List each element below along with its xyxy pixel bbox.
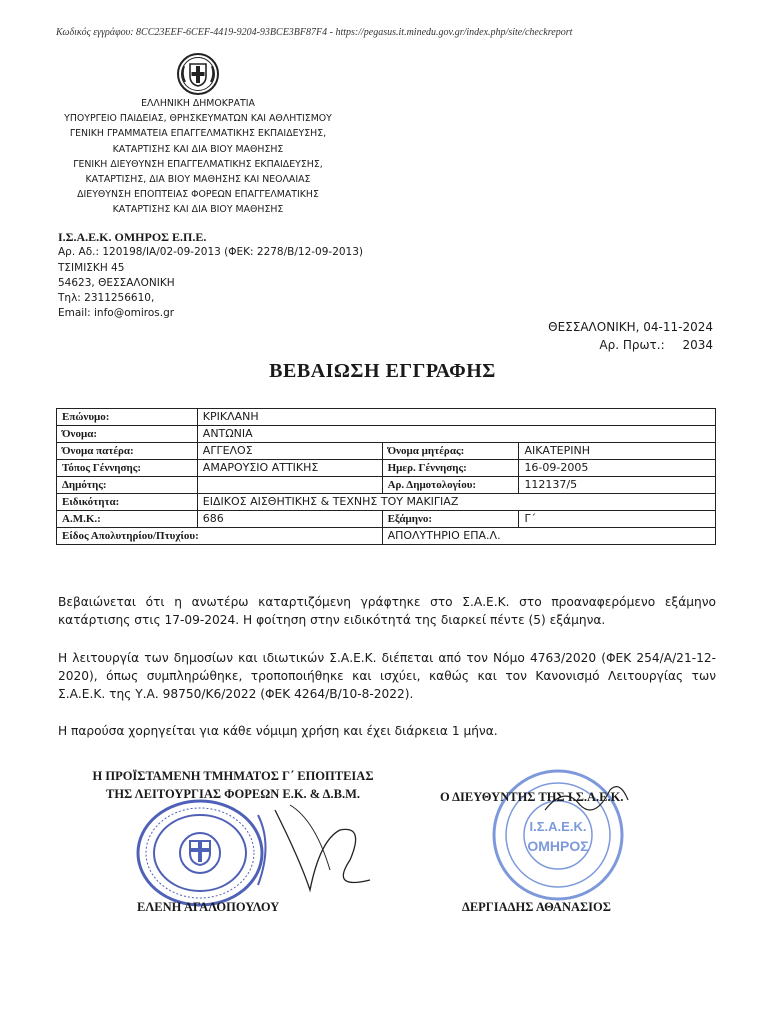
- ministry-line: ΚΑΤΑΡΤΙΣΗΣ ΚΑΙ ΔΙΑ ΒΙΟΥ ΜΑΘΗΣΗΣ: [112, 204, 284, 216]
- ministry-line: ΓΕΝΙΚΗ ΓΡΑΜΜΑΤΕΙΑ ΕΠΑΓΓΕΛΜΑΤΙΚΗΣ ΕΚΠΑΙΔΕΥΣΗΣ,: [69, 128, 327, 140]
- table-row: [57, 460, 716, 477]
- ministry-line: ΚΑΤΑΡΤΙΣΗΣ ΚΑΙ ΔΙΑ ΒΙΟΥ ΜΑΘΗΣΗΣ: [112, 143, 284, 155]
- left-signature-scribble-icon: [270, 800, 380, 900]
- student-info-table: [56, 408, 716, 545]
- registry-value: 112137/5: [519, 477, 716, 494]
- left-title-line2: ΤΗΣ ΛΕΙΤΟΥΡΓΙΑΣ ΦΟΡΕΩΝ Ε.Κ. & Δ.Β.Μ.: [106, 787, 360, 801]
- table-row: [57, 426, 716, 443]
- right-signatory-title: Ο ΔΙΕΥΘΥΝΤΗΣ ΤΗΣ Ι.Σ.Α.Ε.Κ.: [440, 790, 624, 804]
- ministry-line: ΔΙΕΥΘΥΝΣΗ ΕΠΟΠΤΕΙΑΣ ΦΟΡΕΩΝ ΕΠΑΓΓΕΛΜΑΤΙΚΗΣ: [77, 189, 319, 201]
- specialty-value: ΕΙΔΙΚΟΣ ΑΙΣΘΗΤΙΚΗΣ & ΤΕΧΝΗΣ ΤΟΥ ΜΑΚΙΓΙΑΖ: [197, 494, 715, 511]
- stamp-text: Ι.Σ.Α.Ε.Κ.: [529, 819, 587, 834]
- school-license: Αρ. Αδ.: 120198/ΙΑ/02-09-2013 (ΦΕΚ: 2278/Β/12-09-2013): [58, 246, 364, 259]
- date-place: ΘΕΣΣΑΛΟΝΙΚΗ, 04-11-2024: [548, 320, 713, 334]
- birthdate-label: Ημερ. Γέννησης:: [382, 460, 519, 477]
- semester-label: Εξάμηνο:: [382, 511, 519, 528]
- semester-value: Γ΄: [519, 511, 716, 528]
- school-email: Email: info@omiros.gr: [58, 307, 175, 320]
- birthplace-label: Τόπος Γέννησης:: [57, 460, 198, 477]
- protocol-line: [548, 336, 713, 354]
- protocol-label: Αρ. Πρωτ.:: [599, 338, 665, 352]
- municipality-label: Δημότης:: [57, 477, 198, 494]
- mother-value: ΑΙΚΑΤΕΡΙΝΗ: [519, 443, 716, 460]
- school-city: 54623, ΘΕΣΣΑΛΟΝΙΚΗ: [58, 276, 175, 289]
- left-title-line1: Η ΠΡΟΪΣΤΑΜΕΝΗ ΤΜΗΜΑΤΟΣ Γ΄ ΕΠΟΠΤΕΙΑΣ: [92, 769, 374, 783]
- specialty-label: Ειδικότητα:: [57, 494, 198, 511]
- school-info: [58, 230, 363, 322]
- municipality-value: [197, 477, 382, 494]
- table-row: [57, 511, 716, 528]
- name-value: ΑΝΤΩΝΙΑ: [197, 426, 715, 443]
- diploma-value: ΑΠΟΛΥΤΗΡΙΟ ΕΠΑ.Λ.: [382, 528, 715, 545]
- ministry-header: [40, 96, 356, 218]
- school-phone: Τηλ: 2311256610,: [58, 292, 155, 305]
- table-row: [57, 494, 716, 511]
- diploma-label: Είδος Απολυτηρίου/Πτυχίου:: [57, 528, 383, 545]
- ministry-line: ΓΕΝΙΚΗ ΔΙΕΥΘΥΝΣΗ ΕΠΑΓΓΕΛΜΑΤΙΚΗΣ ΕΚΠΑΙΔΕΥΣΗΣ,: [73, 158, 323, 170]
- father-label: Όνομα πατέρα:: [57, 443, 198, 460]
- birthplace-value: ΑΜΑΡΟΥΣΙΟ ΑΤΤΙΚΗΣ: [197, 460, 382, 477]
- paragraph-legal: Η λειτουργία των δημοσίων και ιδιωτικών Σ.Α.Ε.Κ. διέπεται από τον Νόμο 4763/2020 (ΦΕΚ 254/Α/21-12-2020), όπως συμπληρώθηκε, τροποποιήθηκε και ισχύει, καθώς και τον Κανονισμό Λειτουργίας των Σ.Α.Ε.Κ. της Υ.Α. 98750/Κ6/2022 (ΦΕΚ 4264/Β/10-8-2022).: [58, 651, 716, 702]
- stamp-name: ΟΜΗΡΟΣ: [527, 838, 589, 854]
- amk-value: 686: [197, 511, 382, 528]
- left-signatory-title: [60, 767, 406, 803]
- school-street: ΤΣΙΜΙΣΚΗ 45: [58, 261, 125, 274]
- document-code: Κωδικός εγγράφου: 8CC23EEF-6CEF-4419-9204-93BCE3BF87F4 - https://pegasus.it.minedu.gov.gr/index.php/site/checkreport: [56, 27, 573, 38]
- school-name: Ι.Σ.Α.Ε.Κ. ΟΜΗΡΟΣ Ε.Π.Ε.: [58, 230, 207, 244]
- right-signatory-name: ΔΕΡΓΙΑΔΗΣ ΑΘΑΝΑΣΙΟΣ: [462, 900, 611, 914]
- table-row: [57, 409, 716, 426]
- name-label: Όνομα:: [57, 426, 198, 443]
- surname-value: ΚΡΙΚΛΑΝΗ: [197, 409, 715, 426]
- surname-label: Επώνυμο:: [57, 409, 198, 426]
- paragraph-enrollment: Βεβαιώνεται ότι η ανωτέρω καταρτιζόμενη γράφτηκε στο Σ.Α.Ε.Κ. στο προαναφερόμενο εξάμηνο κατάρτισης στις 17-09-2024. Η φοίτηση στην ειδικότητά της διαρκεί πέντε (5) εξάμηνα.: [58, 595, 716, 628]
- ministry-line: ΚΑΤΑΡΤΙΣΗΣ, ΔΙΑ ΒΙΟΥ ΜΑΘΗΣΗΣ ΚΑΙ ΝΕΟΛΑΙΑΣ: [85, 174, 311, 186]
- father-value: ΑΓΓΕΛΟΣ: [197, 443, 382, 460]
- registry-label: Αρ. Δημοτολογίου:: [382, 477, 519, 494]
- paragraph-validity: Η παρούσα χορηγείται για κάθε νόμιμη χρήση και έχει διάρκεια 1 μήνα.: [58, 724, 498, 738]
- table-row: [57, 477, 716, 494]
- ministry-line: ΕΛΛΗΝΙΚΗ ΔΗΜΟΚΡΑΤΙΑ: [141, 98, 255, 109]
- table-row: [57, 443, 716, 460]
- page-title: ΒΕΒΑΙΩΣΗ ΕΓΓΡΑΦΗΣ: [269, 360, 496, 382]
- ministry-line: ΥΠΟΥΡΓΕΙΟ ΠΑΙΔΕΙΑΣ, ΘΡΗΣΚΕΥΜΑΤΩΝ ΚΑΙ ΑΘΛΗΤΙΣΜΟΥ: [64, 113, 332, 125]
- amk-label: Α.Μ.Κ.:: [57, 511, 198, 528]
- greek-emblem-icon: [176, 52, 220, 96]
- left-signatory-name: ΕΛΕΝΗ ΑΓΑΛΟΠΟΥΛΟΥ: [137, 900, 280, 914]
- mother-label: Όνομα μητέρας:: [382, 443, 519, 460]
- protocol-number: 2034: [682, 338, 713, 352]
- table-row: [57, 528, 716, 545]
- date-protocol: [548, 318, 713, 354]
- birthdate-value: 16-09-2005: [519, 460, 716, 477]
